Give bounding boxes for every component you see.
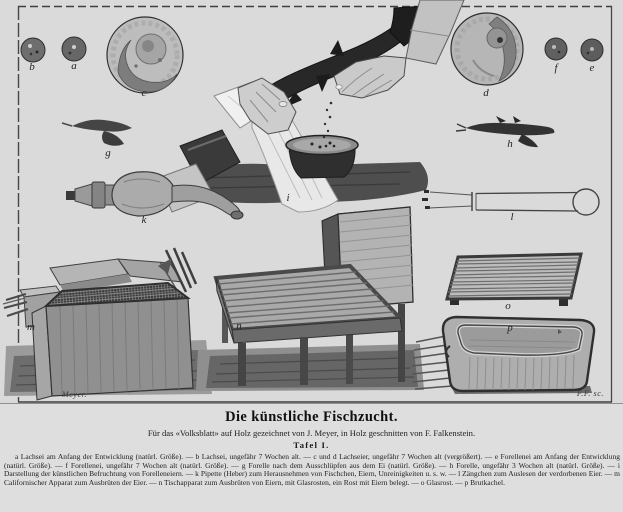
young-trout-h-illustration [456, 116, 554, 147]
figure-label-c: c [141, 87, 147, 99]
figure-label-a: a [71, 60, 77, 72]
hatching-tray-p-illustration [412, 317, 594, 394]
figure-label-h: h [507, 138, 513, 150]
artist-signature: Meyer. [62, 390, 88, 399]
salmon-egg-b-illustration [21, 38, 45, 62]
figure-label-n: n [236, 320, 242, 332]
plate-number: Tafel I. [293, 440, 330, 450]
trout-egg-e-illustration [581, 39, 603, 61]
salmon-egg-d-magnified-illustration [451, 13, 523, 85]
figure-label-g: g [105, 147, 111, 159]
figure-label-l: l [510, 211, 514, 223]
credit-line: Für das «Volksblatt» auf Holz gezeichnet von J. Meyer, in Holz geschnitten von F. Falkenstein. [147, 428, 476, 438]
figure-label-o: o [505, 300, 511, 312]
figure-label-f: f [554, 62, 558, 74]
glass-rack-o-illustration [447, 254, 581, 306]
figure-label-b: b [29, 61, 35, 73]
trout-egg-f-illustration [545, 38, 567, 60]
salmon-egg-c-magnified-illustration [107, 17, 183, 93]
figure-label-e: e [589, 62, 595, 74]
figure-label-d: d [483, 87, 489, 99]
trout-larva-g-illustration [62, 120, 132, 146]
figure-label-k: k [141, 214, 147, 226]
table-hatching-apparatus-n-illustration [196, 207, 424, 391]
salmon-egg-a-illustration [62, 37, 86, 61]
figure-label-m: m [27, 321, 35, 333]
figure-label-i: i [286, 192, 290, 204]
plate-title: Die künstliche Fischzucht. [225, 409, 398, 425]
figure-legend: a Lachsei am Anfang der Entwicklung (natürl. Größe). — b Lachsei, ungefähr 7 Wochen alt. — c und d Lachseier, ungefähr 7 Wochen alt (vergrößert). — e Forellenei am Anfang der Entwicklung (natürl. Größe). — f Forellenei, ungefähr 7 Wochen alt (natürl. Größe). — g Forelle nach dem Ausschlüpfen aus dem Ei (natürl. Größe). — h Forelle, ungefähr 3 Wochen alt (natürl. Größe). — i Darstellung der künstlichen Befruchtung von Forelleneiern. — k Pipette (Heber) zum Herausnehmen von Fischchen, Eiern, Unreinigkeiten u. s. w. — l Zängchen zum Auslesen der verdorbenen Eier. — m Californischer Apparat zum Ausbrüten der Eier. — n Tischapparat zum Ausbrüten von Eiern, mit Glasrosten, ein Rost mit Eiern belegt. — o Glasrost. — p Brutkachel. [4, 452, 620, 488]
fertilization-scene-i-illustration [158, 0, 464, 212]
caption-block [0, 403, 623, 512]
engraver-signature: F.F. sc. [576, 389, 604, 398]
figure-label-p: p [507, 322, 513, 334]
